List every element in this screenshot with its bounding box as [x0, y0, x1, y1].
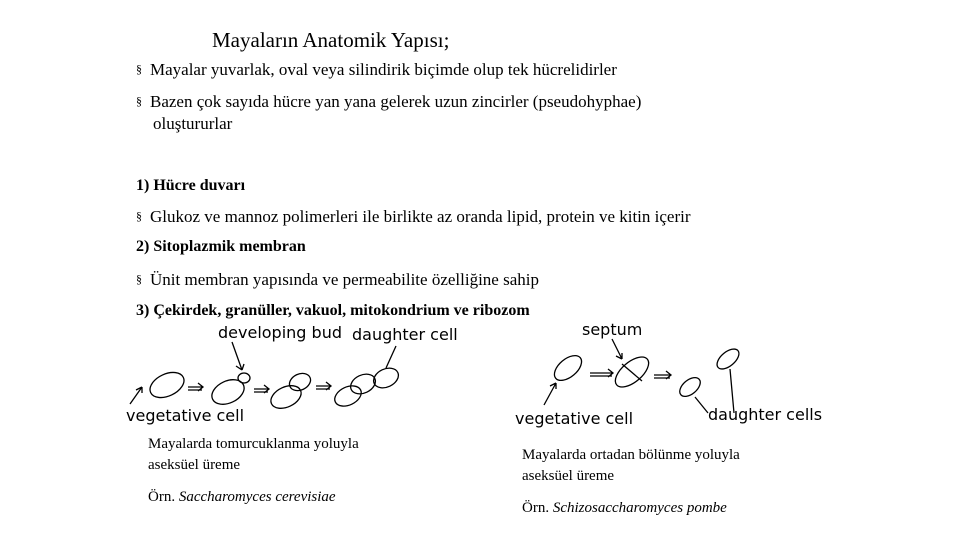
daughter-cell-shape	[714, 345, 743, 372]
label-developing-bud: developing bud	[218, 323, 342, 342]
septum-line	[622, 364, 642, 381]
example-prefix: Örn.	[148, 489, 176, 505]
page-title: Mayaların Anatomik Yapısı;	[212, 28, 450, 52]
bullet-chains	[136, 92, 641, 112]
daughter-cell-shape	[676, 374, 703, 400]
process-arrow	[590, 369, 613, 377]
bullet-marker: §	[136, 94, 142, 108]
heading-organelles: 3) Çekirdek, granüller, vakuol, mitokondrium ve ribozom	[136, 302, 530, 319]
label-daughter-cells: daughter cells	[708, 405, 823, 424]
heading-cell-wall: 1) Hücre duvarı	[136, 177, 246, 194]
mother-cell-shape	[332, 382, 365, 410]
label-vegetative-cell: vegetative cell	[126, 406, 245, 425]
pointer-line	[386, 346, 396, 368]
bullet-marker: §	[136, 209, 142, 223]
example-species: Schizosaccharomyces pombe	[552, 500, 727, 516]
bullet-marker: §	[136, 272, 142, 286]
example-fission	[522, 500, 727, 517]
pointer-line	[695, 369, 734, 413]
bullet-text: Bazen çok sayıda hücre yan yana gelerek uzun zincirler (pseudohyphae)	[150, 92, 642, 111]
example-budding	[148, 489, 336, 506]
bullet-membrane	[136, 270, 539, 290]
heading-membrane: 2) Sitoplazmik membran	[136, 238, 306, 255]
process-arrow	[654, 371, 671, 379]
caption-line: Mayalarda tomurcuklanma yoluyla	[148, 436, 359, 452]
cell-with-bud	[208, 375, 248, 409]
budding-diagram	[120, 340, 420, 420]
bullet-cell-wall	[136, 207, 691, 227]
pointer-line	[544, 383, 556, 405]
caption-line: aseksüel üreme	[148, 457, 241, 473]
caption-line: aseksüel üreme	[522, 468, 615, 484]
pointer-line	[612, 339, 622, 359]
label-septum: septum	[582, 320, 643, 339]
example-prefix: Örn.	[522, 500, 550, 516]
bullet-text: Ünit membran yapısında ve permeabilite özelliğine sahip	[150, 270, 539, 289]
small-bud	[238, 373, 250, 383]
pointer-line	[232, 342, 244, 370]
bullet-text: Glukoz ve mannoz polimerleri ile birlikte az oranda lipid, protein ve kitin içerir	[150, 207, 691, 226]
label-vegetative-cell: vegetative cell	[515, 409, 634, 428]
process-arrow	[188, 383, 203, 391]
process-arrow	[254, 385, 269, 393]
bullet-text: Mayalar yuvarlak, oval veya silindirik biçimde olup tek hücrelidirler	[150, 60, 617, 79]
caption-line: Mayalarda ortadan bölünme yoluyla	[522, 447, 740, 463]
cell-with-large-bud	[267, 381, 304, 413]
example-species: Saccharomyces cerevisiae	[178, 489, 336, 505]
vegetative-cell-shape	[550, 351, 586, 385]
bullet-marker: §	[136, 62, 142, 76]
caption-fission	[522, 445, 740, 487]
fission-diagram	[530, 335, 830, 415]
bullet-chains-continued: oluştururlar	[153, 114, 233, 133]
caption-budding	[148, 434, 359, 476]
large-bud	[287, 370, 314, 394]
vegetative-cell-shape	[146, 367, 188, 402]
pointer-line	[130, 387, 142, 404]
bullet-shape	[136, 60, 617, 80]
label-daughter-cell: daughter cell	[352, 325, 458, 344]
process-arrow	[316, 382, 331, 390]
